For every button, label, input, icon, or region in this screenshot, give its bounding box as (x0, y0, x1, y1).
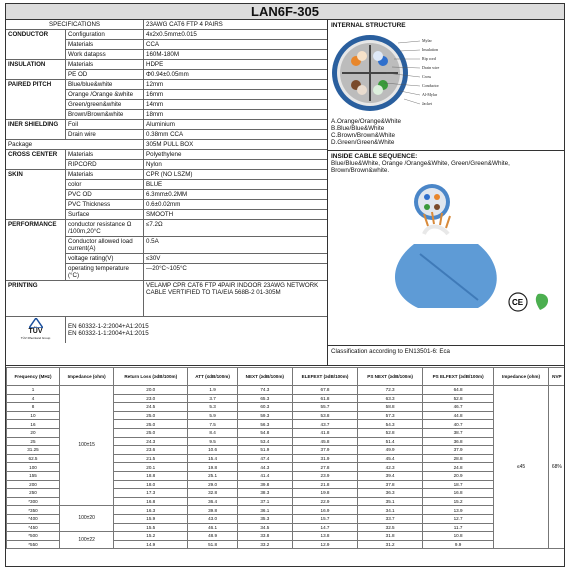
value-cell: 44.8 (422, 411, 494, 420)
spec-value: Φ0.94±0.05mm (146, 71, 189, 78)
inside-sequence-title: INSIDE CABLE SEQUENCE: (331, 153, 418, 160)
spec-key: PVC OD (66, 190, 144, 199)
spec-key: RIPCORD (66, 160, 144, 169)
value-cell: 34.1 (358, 506, 422, 515)
value-cell: 59.3 (238, 411, 293, 420)
value-cell: 48.9 (188, 532, 238, 541)
nvp-cell: 68% (548, 386, 565, 549)
value-cell: 15.5 (114, 523, 188, 532)
value-cell: 37.9 (292, 446, 358, 455)
structure-label: Drain wire (422, 65, 440, 70)
spec-key: Green/green&white (66, 100, 144, 109)
value-cell: 29.0 (188, 480, 238, 489)
value-cell: 8.4 (188, 428, 238, 437)
table-row (7, 506, 566, 515)
spec-value: Aluminium (146, 121, 175, 128)
value-cell: 24.8 (422, 463, 494, 472)
spec-key: Materials (66, 150, 144, 159)
package-row (6, 140, 327, 150)
spec-value: Nylon (146, 161, 162, 168)
frequency-cell: 4 (7, 394, 60, 403)
package-label: Package (6, 140, 144, 149)
value-cell: 16.8 (114, 497, 188, 506)
value-cell: 13.8 (292, 532, 358, 541)
spec-value: 0.6±0.02mm (146, 201, 181, 208)
frequency-cell: 100 (7, 463, 60, 472)
legend-item: B.Blue/Blue&White (331, 125, 385, 132)
value-cell: 54.8 (238, 428, 293, 437)
spec-value: SMOOTH (146, 211, 174, 218)
value-cell: 36.1 (238, 506, 293, 515)
spec-group-label: INER SHIELDING (6, 120, 66, 139)
value-cell: 45.4 (358, 454, 422, 463)
value-cell: 33.2 (238, 540, 293, 549)
value-cell: 1.9 (188, 386, 238, 395)
cable-box-photo (328, 174, 564, 322)
table-header-cell: Return Loss (≥dB/100m) (114, 368, 188, 386)
table-header-row (7, 368, 566, 386)
spec-row (66, 100, 327, 110)
spec-table (6, 20, 328, 366)
spec-row (66, 120, 327, 130)
spec-key: color (66, 180, 144, 189)
spec-row (66, 70, 327, 79)
structure-legend (328, 118, 564, 146)
value-cell: 16.3 (114, 506, 188, 515)
spec-key: PVC Thickness (66, 200, 144, 209)
structure-label: Al-Mylar (422, 92, 438, 97)
table-header-cell: Frequency (MHz) (7, 368, 60, 386)
spec-key: Foil (66, 120, 144, 129)
frequency-cell: 200 (7, 480, 60, 489)
value-cell: 39.8 (238, 480, 293, 489)
value-cell: 65.3 (238, 394, 293, 403)
table-header-cell: ATT (≤dB/100m) (188, 368, 238, 386)
spec-key: Conductor allowed load current(A) (66, 237, 144, 253)
value-cell: 36.8 (422, 437, 494, 446)
table-header-cell: Impedance (ohm) (59, 368, 113, 386)
spec-group-rows (66, 170, 327, 219)
tuv-row (6, 317, 327, 343)
value-cell: 40.7 (422, 420, 494, 429)
value-cell: 37.9 (422, 446, 494, 455)
svg-text:CE: CE (512, 298, 524, 307)
spec-value: 16mm (146, 91, 164, 98)
printing-label: PRINTING (6, 281, 144, 316)
value-cell: 63.3 (358, 394, 422, 403)
table-body (7, 386, 566, 549)
spec-key: Materials (66, 170, 144, 179)
spec-key: Brown/Brown&white (66, 110, 144, 119)
value-cell: 46.1 (188, 523, 238, 532)
spec-key: Surface (66, 210, 144, 219)
structure-label: Mylar (422, 38, 432, 43)
value-cell: 16.9 (292, 506, 358, 515)
spec-value: Polyethylene (146, 151, 182, 158)
spec-row (66, 90, 327, 100)
value-cell: 58.8 (358, 403, 422, 412)
package-value: 305M PULL BOX (146, 141, 194, 148)
value-cell: 37.1 (238, 497, 293, 506)
structure-label: Conductor (422, 83, 439, 88)
value-cell: 38.3 (238, 489, 293, 498)
legend-item: A.Orange/Orange&White (331, 118, 402, 125)
value-cell: 67.8 (292, 386, 358, 395)
table-header-cell: PS NEXT (≥dB/100m) (358, 368, 422, 386)
spec-value: —20°C~105°C (146, 265, 187, 272)
value-cell: 52.8 (422, 394, 494, 403)
spec-key: Orange /Orange &white (66, 90, 144, 99)
value-cell: 52.8 (358, 428, 422, 437)
spec-value: BLUE (146, 181, 163, 188)
spec-value: ≤7.2Ω (146, 221, 163, 228)
value-cell: 64.8 (422, 386, 494, 395)
spec-row (66, 254, 327, 264)
value-cell: 22.9 (292, 497, 358, 506)
value-cell: 32.8 (188, 489, 238, 498)
value-cell: 35.1 (358, 497, 422, 506)
value-cell: 5.3 (188, 403, 238, 412)
spec-row (66, 110, 327, 119)
table-header-cell: NEXT (≥dB/100m) (238, 368, 293, 386)
triangle-icon (29, 318, 43, 328)
value-cell: 5.9 (188, 411, 238, 420)
value-cell: 15.7 (292, 514, 358, 523)
spec-value: CPR (NO LSZM) (146, 171, 193, 178)
spec-row (66, 60, 327, 70)
value-cell: 15.4 (188, 454, 238, 463)
inside-sequence (328, 150, 564, 174)
spec-group-label: CROSS CENTER (6, 150, 66, 169)
value-cell: 41.4 (238, 471, 293, 480)
value-cell: 46.7 (422, 403, 494, 412)
spec-key: Configuration (66, 30, 144, 39)
spec-header-row (6, 20, 327, 30)
value-cell: 27.8 (292, 463, 358, 472)
frequency-cell: 20 (7, 428, 60, 437)
spec-row (66, 264, 327, 280)
value-cell: 49.9 (358, 446, 422, 455)
value-cell: 7.5 (188, 420, 238, 429)
value-cell: 19.8 (292, 489, 358, 498)
value-cell: 61.8 (292, 394, 358, 403)
value-cell: 25.1 (188, 471, 238, 480)
value-cell: 12.9 (292, 540, 358, 549)
value-cell: 37.8 (358, 480, 422, 489)
value-cell: 31.2 (358, 540, 422, 549)
spec-row (66, 40, 327, 50)
structure-label: Cross (422, 74, 432, 79)
frequency-cell: *450 (7, 523, 60, 532)
legend-item: D.Green/Green&White (331, 139, 395, 146)
spec-key: Materials (66, 60, 144, 69)
impedance-right-cell: ≤45 (494, 386, 548, 549)
spec-row (66, 170, 327, 180)
value-cell: 20.9 (422, 471, 494, 480)
value-cell: 15.2 (114, 532, 188, 541)
frequency-cell: *400 (7, 514, 60, 523)
spec-group-rows (66, 60, 327, 79)
spec-group (6, 220, 327, 281)
page-title: LAN6F-305 (6, 4, 564, 20)
value-cell: 41.8 (292, 428, 358, 437)
spec-row (66, 210, 327, 219)
frequency-cell: *550 (7, 540, 60, 549)
table-row (7, 532, 566, 541)
spec-row (66, 150, 327, 160)
spec-group-label: INSULATION (6, 60, 66, 79)
spec-header-value: 23AWG CAT6 FTP 4 PAIRS (146, 21, 223, 28)
frequency-cell: 16 (7, 420, 60, 429)
value-cell: 24.3 (114, 437, 188, 446)
value-cell: 45.8 (292, 437, 358, 446)
table-header-cell: NVP (548, 368, 565, 386)
structure-label: Rip cord (422, 56, 436, 61)
structure-label: Insulation (422, 47, 438, 52)
frequency-cell: 250 (7, 489, 60, 498)
spec-value: 0.38mm CCA (146, 131, 184, 138)
spec-group-label: PERFORMANCE (6, 220, 66, 280)
value-cell: 10.8 (422, 532, 494, 541)
spec-group (6, 150, 327, 170)
spec-value: 4x2x0.5mm±0.015 (146, 31, 197, 38)
tuv-std-2: EN 60332-1-1:2004+A1:2015 (68, 330, 149, 337)
spec-row (66, 160, 327, 169)
value-cell: 31.9 (292, 454, 358, 463)
value-cell: 42.3 (358, 463, 422, 472)
impedance-cell: 100±20 (59, 506, 113, 532)
spec-row (66, 237, 327, 254)
value-cell: 39.4 (358, 471, 422, 480)
spec-value: CCA (146, 41, 160, 48)
value-cell: 51.9 (238, 446, 293, 455)
spec-group (6, 30, 327, 60)
spec-row (66, 50, 327, 59)
value-cell: 18.0 (114, 480, 188, 489)
frequency-cell: *350 (7, 506, 60, 515)
spec-key: voltage rating(V) (66, 254, 144, 263)
value-cell: 21.5 (114, 454, 188, 463)
value-cell: 57.3 (358, 411, 422, 420)
value-cell: 55.7 (292, 403, 358, 412)
table-header-cell: PS ELFEXT (≥dB/100m) (422, 368, 494, 386)
spec-group-rows (66, 150, 327, 169)
value-cell: 36.4 (188, 497, 238, 506)
value-cell: 12.7 (422, 514, 494, 523)
value-cell: 31.8 (358, 532, 422, 541)
spec-group-rows (66, 30, 327, 59)
value-cell: 13.9 (422, 506, 494, 515)
tuv-std-1: EN 60332-1-2:2004+A1:2015 (68, 323, 149, 330)
spec-row (66, 80, 327, 90)
spec-group-rows (66, 220, 327, 280)
value-cell: 34.5 (238, 523, 293, 532)
spec-groups-2 (6, 150, 327, 281)
value-cell: 47.4 (238, 454, 293, 463)
value-cell: 72.3 (358, 386, 422, 395)
spec-value: 160M-180M (146, 51, 180, 58)
spec-value: 12mm (146, 81, 164, 88)
value-cell: 44.3 (238, 463, 293, 472)
value-cell: 3.7 (188, 394, 238, 403)
value-cell: 28.8 (422, 454, 494, 463)
value-cell: 16.8 (422, 489, 494, 498)
value-cell: 38.7 (422, 428, 494, 437)
printing-row (6, 281, 327, 317)
value-cell: 17.3 (114, 489, 188, 498)
impedance-cell: 100±22 (59, 532, 113, 549)
value-cell: 20.1 (114, 463, 188, 472)
spec-row (66, 130, 327, 139)
table-header-cell: Impedance (ohm) (494, 368, 548, 386)
value-cell: 25.0 (114, 420, 188, 429)
value-cell: 74.3 (238, 386, 293, 395)
spec-row (66, 200, 327, 210)
inside-sequence-text: Blue/Blue&White, Orange /Orange&White, Green/Green&White, Brown/Brown&white. (331, 160, 510, 174)
frequency-cell: 25 (7, 437, 60, 446)
datasheet (5, 3, 565, 567)
printing-value: VELAMP CPR CAT6 FTP 4PAIR INDOOR 23AWG NETWORK CABLE VERTIFIED TO TIA/EIA 568B-2 01-305M (146, 282, 319, 296)
value-cell: 43.0 (188, 514, 238, 523)
spec-value: 14mm (146, 101, 164, 108)
value-cell: 23.6 (114, 446, 188, 455)
frequency-cell: 8 (7, 403, 60, 412)
value-cell: 20.0 (114, 386, 188, 395)
value-cell: 53.4 (238, 437, 293, 446)
value-cell: 24.5 (114, 403, 188, 412)
tuv-logo-sub: TÜV Rheinland Group (20, 336, 51, 340)
value-cell: 33.8 (238, 532, 293, 541)
value-cell: 25.0 (114, 428, 188, 437)
spec-key: Work datapss (66, 50, 144, 59)
spec-group-label: SKIN (6, 170, 66, 219)
spec-key: Drain wire (66, 130, 144, 139)
spec-group-label: PAIRED PITCH (6, 80, 66, 119)
spec-key: Materials (66, 40, 144, 49)
value-cell: 33.7 (358, 514, 422, 523)
value-cell: 53.8 (292, 411, 358, 420)
performance-table (6, 367, 565, 549)
value-cell: 21.8 (292, 480, 358, 489)
spec-key: Blue/blue&white (66, 80, 144, 89)
value-cell: 18.8 (114, 471, 188, 480)
frequency-cell: 31.25 (7, 446, 60, 455)
value-cell: 10.6 (188, 446, 238, 455)
value-cell: 51.8 (188, 540, 238, 549)
tuv-logo-text: TÜV (28, 328, 43, 335)
value-cell: 56.3 (238, 420, 293, 429)
value-cell: 23.9 (292, 471, 358, 480)
spec-key: PE OD (66, 70, 144, 79)
spec-value: HDPE (146, 61, 164, 68)
frequency-cell: 62.5 (7, 454, 60, 463)
performance-table-area (6, 367, 565, 549)
cable-cross-section-diagram (328, 31, 564, 113)
table-header-cell: ELEFEXT (≥dB/100m) (292, 368, 358, 386)
value-cell: 36.3 (358, 489, 422, 498)
tuv-logo (6, 317, 66, 343)
value-cell: 25.0 (114, 411, 188, 420)
value-cell: 43.7 (292, 420, 358, 429)
spec-group-label: CONDUCTOR (6, 30, 66, 59)
legend-item: C.Brown/Brown&White (331, 132, 396, 139)
spec-row (66, 30, 327, 40)
value-cell: 9.9 (422, 540, 494, 549)
tuv-standards (66, 317, 327, 343)
spec-group-rows (66, 80, 327, 119)
spec-key: operating temperature (°C) (66, 264, 144, 280)
value-cell: 51.4 (358, 437, 422, 446)
value-cell: 15.2 (422, 497, 494, 506)
value-cell: 19.8 (188, 463, 238, 472)
value-cell: 35.3 (238, 514, 293, 523)
spec-value: 6.3mm±0.2MM (146, 191, 188, 198)
spec-group (6, 80, 327, 120)
spec-groups (6, 30, 327, 140)
table-row (7, 386, 566, 395)
value-cell: 15.9 (114, 514, 188, 523)
spec-group (6, 120, 327, 140)
frequency-cell: *300 (7, 497, 60, 506)
internal-structure-title: INTERNAL STRUCTURE (331, 22, 406, 29)
spec-header-label: SPECIFICATIONS (6, 20, 144, 29)
value-cell: 32.5 (358, 523, 422, 532)
impedance-cell: 100±15 (59, 386, 113, 506)
spec-area (6, 20, 564, 366)
value-cell: 39.8 (188, 506, 238, 515)
frequency-cell: 10 (7, 411, 60, 420)
value-cell: 14.9 (114, 540, 188, 549)
classification: Classification according to EN13501-6: Eca (328, 345, 564, 366)
frequency-cell: *500 (7, 532, 60, 541)
spec-row (66, 220, 327, 237)
spec-row (66, 180, 327, 190)
spec-group (6, 60, 327, 80)
frequency-cell: 155 (7, 471, 60, 480)
value-cell: 54.3 (358, 420, 422, 429)
value-cell: 60.3 (238, 403, 293, 412)
value-cell: 18.7 (422, 480, 494, 489)
frequency-cell: 1 (7, 386, 60, 395)
spec-group (6, 170, 327, 220)
spec-group-rows (66, 120, 327, 139)
value-cell: 9.5 (188, 437, 238, 446)
spec-row (66, 190, 327, 200)
spec-value: ≤30V (146, 255, 161, 262)
spec-value: 18mm (146, 111, 164, 118)
value-cell: 23.0 (114, 394, 188, 403)
spec-key: conductor resistance Ω /100m,20°C (66, 220, 144, 236)
structure-panel (328, 20, 564, 366)
structure-label: Jacket (422, 101, 432, 106)
value-cell: 14.7 (292, 523, 358, 532)
spec-value: 0.5A (146, 238, 159, 245)
value-cell: 11.7 (422, 523, 494, 532)
